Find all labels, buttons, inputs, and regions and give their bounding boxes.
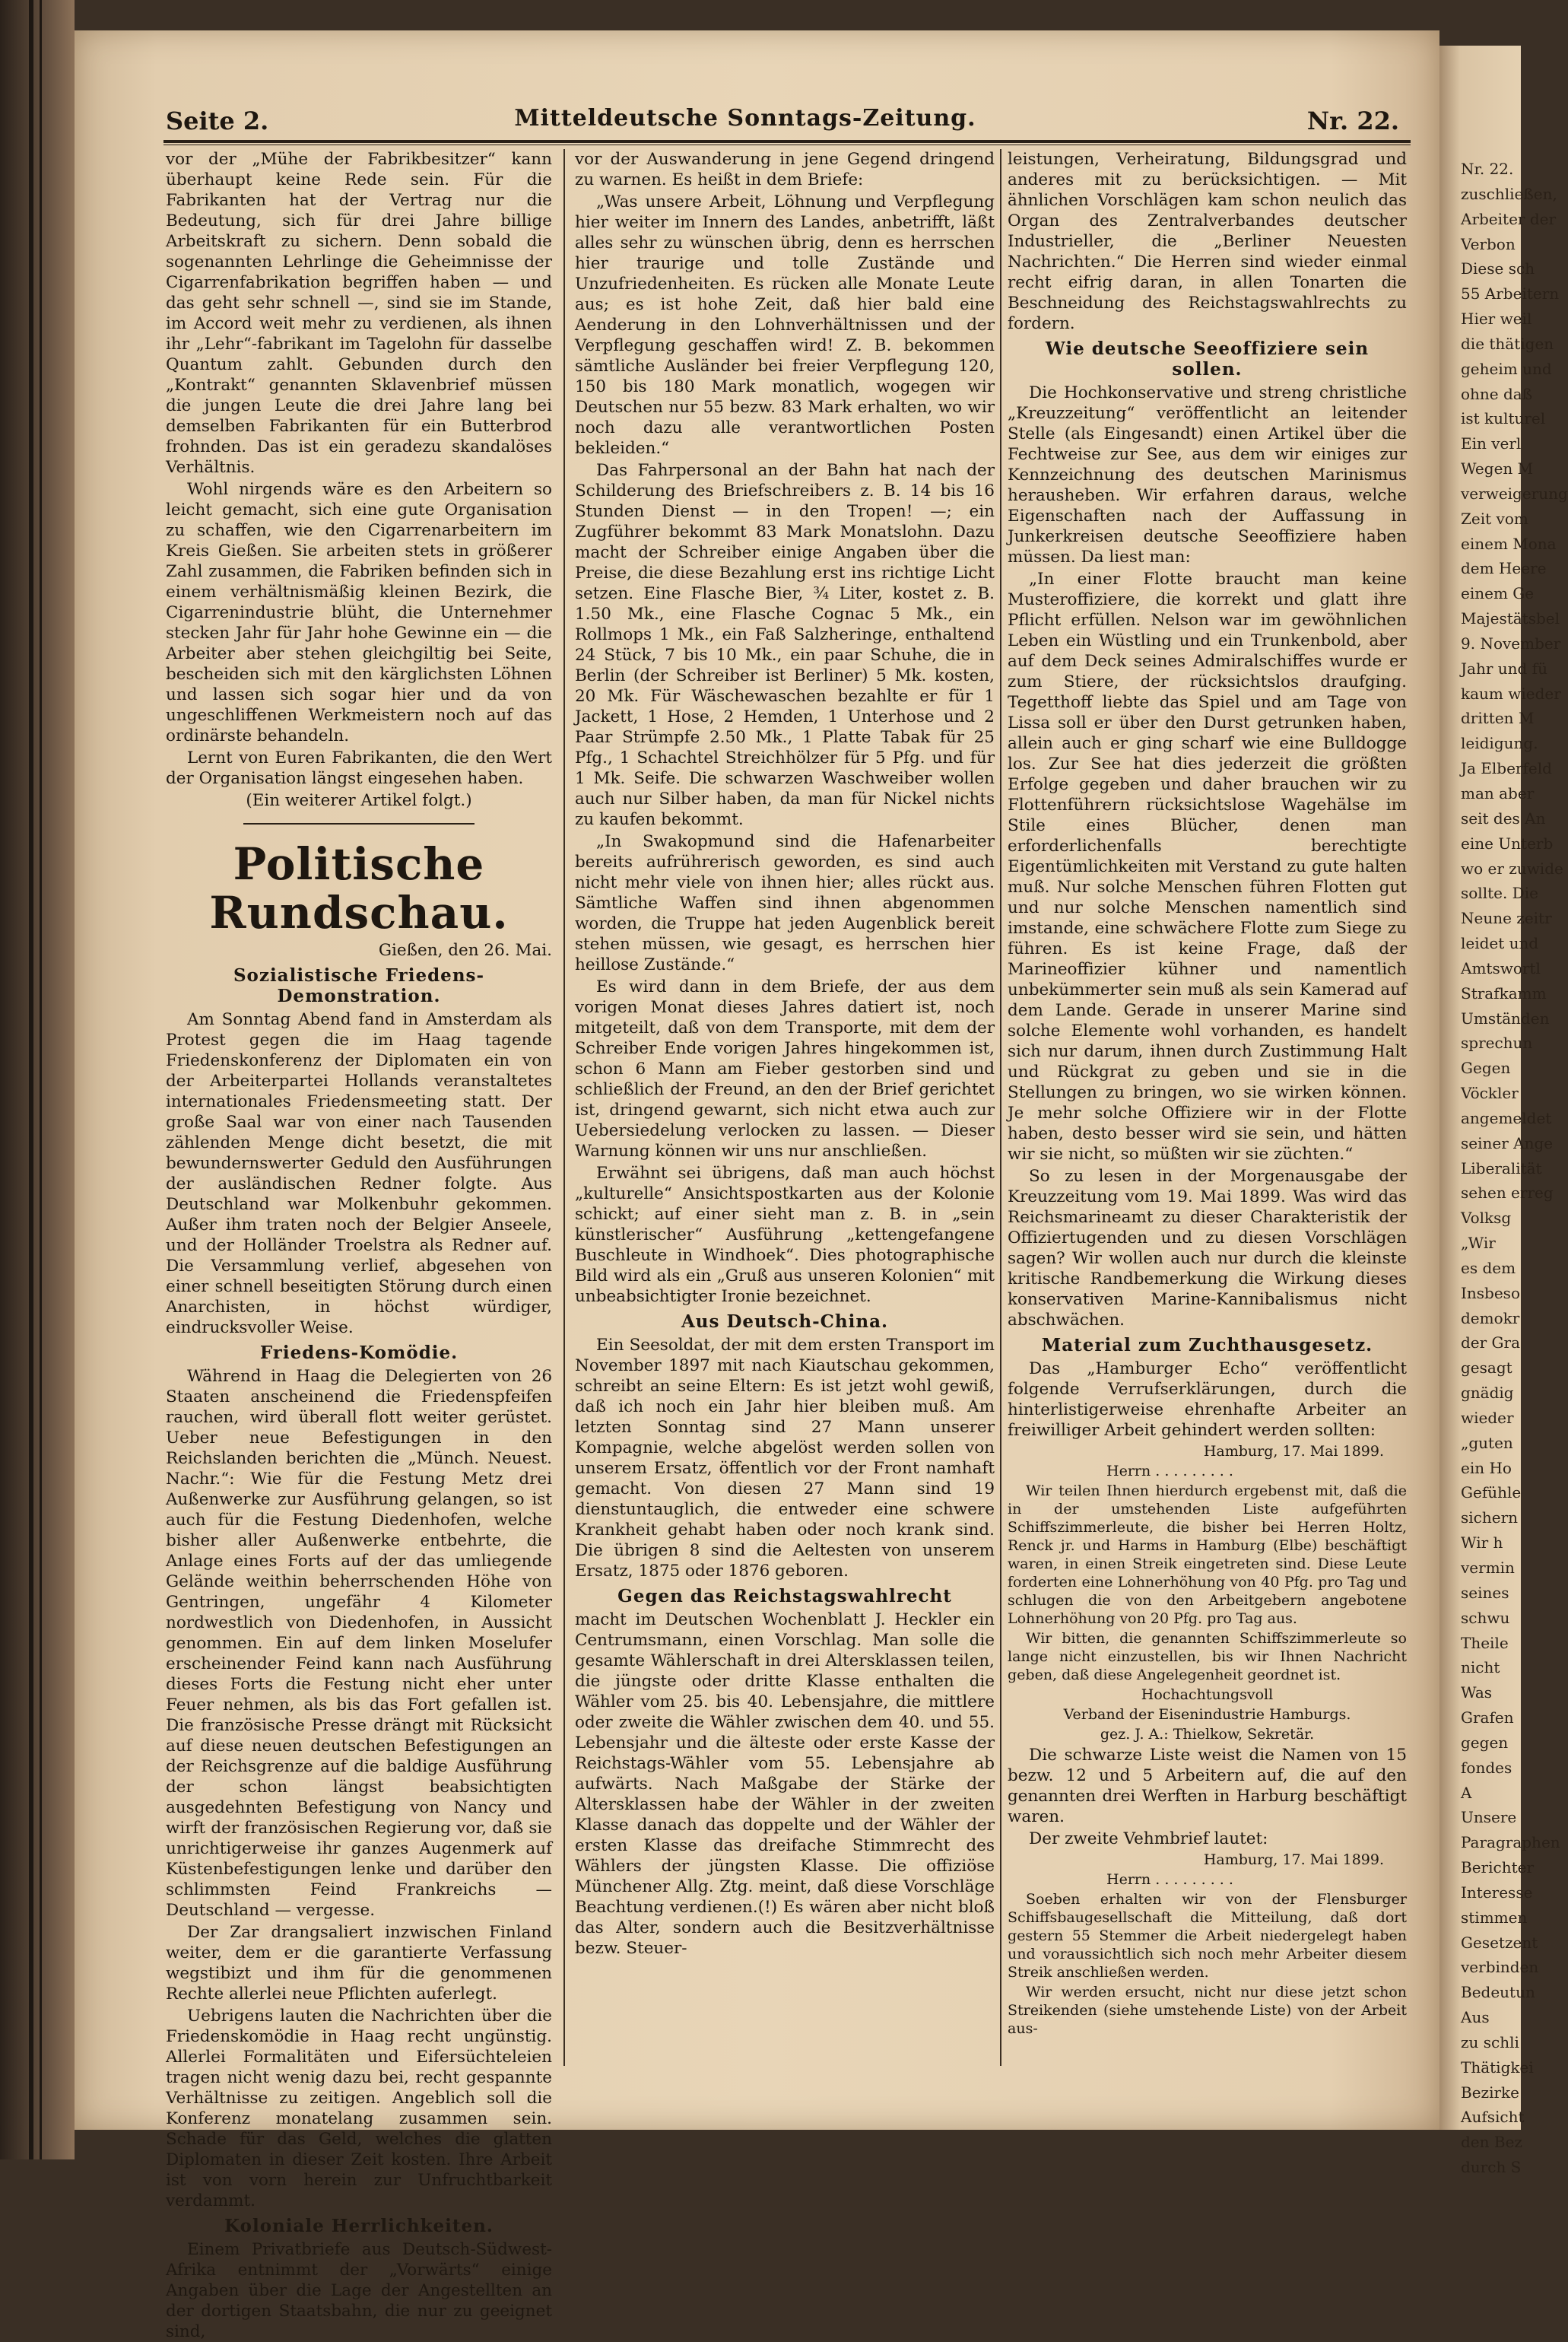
adjacent-page-text: Neune zeitr xyxy=(1461,909,1552,928)
letter-salutation: Herrn . . . . . . . . . xyxy=(1106,1463,1233,1479)
adjacent-page-text: man aber xyxy=(1461,783,1535,802)
article-paragraph: „Was unsere Arbeit, Löhnung und Verpflegung hier weiter im Innern des Landes, anbetrifft, läßt alles sehr zu wünschen übrig, denn es herrschen hier traurige und tolle Zustände und Unzufriedenheiten. Es rücken alle Monate Leute aus; es ist hohe Zeit, daß hier bald eine Aenderung in den Lohnverhältnissen und der Verpflegung geschaffen wird! Z. B. bekommen sämtliche Ausländer bei freier Verpflegung 120, 150 bis 180 Mark monatlich, wogegen wir Deutschen nur 55 bezw. 83 Mark erhalten, wo wir noch dazu alle verantwortlichen Posten bekleiden.“ xyxy=(575,192,995,458)
letter-paragraph: Wir werden ersucht, nicht nur diese jetzt schon Streikenden (siehe umstehende Liste) von der Arbeit aus- xyxy=(1008,1984,1407,2037)
adjacent-page-text: gnädig xyxy=(1461,1384,1514,1403)
adjacent-page-text: verbinden xyxy=(1461,1958,1539,1977)
adjacent-page-text: wo er zuwide xyxy=(1461,859,1563,878)
adjacent-page-text: Wir h xyxy=(1461,1533,1503,1552)
adjacent-page-text: Diese sch xyxy=(1461,259,1535,278)
adjacent-page-text: Jahr und fü xyxy=(1461,659,1547,678)
section-rule xyxy=(243,823,475,825)
letter-salutation: Herrn . . . . . . . . . xyxy=(1106,1871,1233,1888)
adjacent-page-text: ohne daß xyxy=(1461,384,1533,403)
adjacent-page-text: Grafen xyxy=(1461,1708,1514,1727)
article-paragraph: leistungen, Verheiratung, Bildungsgrad und anderes mit zu berücksichtigen. — Mit ähnlichen Vorschlägen kam schon neulich das Organ des Zentralverbandes deutscher Industrieller, die „Berliner Neuesten Nachrichten.“ Die Herren sind wieder einmal recht eifrig daran, in allen Tonarten die Beschneidung des Reichstagswahlrechts zu fordern. xyxy=(1008,150,1407,333)
article-paragraph: Wohl nirgends wäre es den Arbeitern so leicht gemacht, sich eine gute Organisation zu schaffen, wie den Cigarrenarbeitern im Kreis Gießen. Sie arbeiten stets in größerer Zahl zusammen, die Fabriken befinden sich in einem verhältnismäßig kleinen Bezirk, die Cigarrenindustrie blüht, die Unternehmer stecken Jahr für Jahr hohe Gewinne ein — die Arbeiter aber stehen gleichgiltig bei Seite, bescheiden sich mit den kärglichsten Löhnen und lassen sich sogar hier und da von ungeschliffenen Werkmeistern noch auf das ordinärste behandeln. xyxy=(166,480,552,745)
section-title: Politische Rundschau. xyxy=(209,838,509,939)
adjacent-page-text: die thätigen xyxy=(1461,334,1554,353)
adjacent-page-text: leidigung. xyxy=(1461,734,1538,753)
article-heading: Material zum Zuchthausgesetz. xyxy=(1041,1335,1373,1355)
adjacent-page-text: Berichter xyxy=(1461,1858,1535,1877)
adjacent-page-text: einem Ge xyxy=(1461,584,1535,603)
adjacent-page-text: verweigerung xyxy=(1461,484,1568,503)
adjacent-page-text: Zeit vom xyxy=(1461,509,1528,528)
adjacent-page-text: wieder xyxy=(1461,1408,1514,1427)
adjacent-page-text: Bedeutun xyxy=(1461,1983,1535,2002)
article-heading: Wie deutsche Seeoffiziere sein sollen. xyxy=(1045,338,1370,380)
letter-paragraph: Soeben erhalten wir von der Flensburger Schiffsbaugesellschaft die Mitteilung, daß dort gestern 55 Stemmer die Arbeit niedergelegt haben und voraussichtlich sich noch mehr Arbeiter diesem Streik anschließen werden. xyxy=(1008,1891,1407,1981)
adjacent-page-text: Thätigkei xyxy=(1461,2058,1534,2077)
adjacent-page-edge xyxy=(1439,46,1568,2177)
page-label: Seite 2. xyxy=(166,106,269,135)
letter-signature: gez. J. A.: Thielkow, Sekretär. xyxy=(1100,1726,1315,1743)
adjacent-page-text: 9. November xyxy=(1461,634,1561,653)
adjacent-page-text: „guten xyxy=(1461,1433,1513,1452)
adjacent-page-text: gegen xyxy=(1461,1733,1509,1752)
dateline: Gießen, den 26. Mai. xyxy=(378,941,552,960)
adjacent-page-text: Ja Elberfeld xyxy=(1461,759,1552,778)
column-divider xyxy=(563,149,565,2066)
adjacent-page-text: zu schli xyxy=(1461,2032,1519,2051)
article-heading: Friedens-Komödie. xyxy=(259,1343,459,1363)
article-paragraph: vor der „Mühe der Fabrikbesitzer“ kann überhaupt keine Rede sein. Für die Fabrikanten hat der Vertrag nur die Bedeutung, sich für drei Jahre billige Arbeitskraft zu sichern. Denn sobald die sogenannten Lehrlinge die Geheimnisse der Cigarrenfabrikation begriffen haben — und das geht sehr schnell —, sind sie im Stande, im Accord weit mehr zu verdienen, als ihnen ihr „Lehr“-fabrikant im Tagelohn für dasselbe Quantum zahlt. Gebunden durch den „Kontrakt“ genannten Sklavenbrief müssen die jungen Leute die drei Jahre lang bei demselben Fabrikanten für ein Butterbrod frohnden. Das ist ein geradezu skandalöses Verhältnis. xyxy=(166,150,552,477)
article-paragraph: „In einer Flotte braucht man keine Musteroffiziere, die korrekt und glatt ihre Pflicht erfüllen. Nelson war im gewöhnlichen Leben ein Wüstling und ein Trunkenbold, aber auf dem Deck seines Admiralschiffes wurde er zum Stiere, der rücksichtslos draufging. Tegetthoff liebte das Spiel und am Tage von Lissa soll er über den Durst getrunken haben, allein auch er ging scharf wie eine Bulldogge los. Zur See hat dies jederzeit die größten Erfolge gegeben und daher brauchen wir zu Flottenführern rücksichtslose Wagehälse im Stile eines Blücher, denen man erforderlichenfalls berechtigte Eigentümlichkeiten mit Verstand zu gute halten muß. Nur solche Menschen führen Flotten gut und nur solche Menschen namentlich sind imstande, eine schwächere Flotte zum Siege zu führen. Es ist keine Frage, daß der Marineoffizier kühner und namentlich unbekümmerter sein muß als sein Kamerad auf dem Lande. Gerade in unserer Marine sind solche Elemente wohl vorhanden, es handelt sich nur darum, ihnen durch Zustimmung Halt und Rückgrat zu geben und sie in die Stellungen zu bringen, wo sie wirken können. Je mehr solche Offiziere wir in der Flotte haben, desto besser wird sie sein, und hätten wir sie nicht, so müßten wir sie züchten.“ xyxy=(1008,570,1407,1164)
adjacent-page-text: sehen erreg xyxy=(1461,1184,1554,1203)
article-paragraph: Erwähnt sei übrigens, daß man auch höchst „kulturelle“ Ansichtspostkarten aus der Kolonie schickt; auf einer sieht man z. B. in „sein künstlerischer“ Ausführung „kettengefangene Buschleute in Windhoek“. Dies photographische Bild wird als ein „Gruß aus unseren Kolonien“ mit unbeabsichtigter Ironie bezeichnet. xyxy=(575,1164,995,1306)
adjacent-page-text: demokr xyxy=(1461,1308,1520,1327)
adjacent-page-text: Amtswortl xyxy=(1461,958,1541,977)
adjacent-page-text: seines xyxy=(1461,1583,1509,1602)
article-paragraph: Der zweite Vehmbrief lautet: xyxy=(1029,1829,1268,1848)
article-paragraph: Einem Privatbriefe aus Deutsch-Südwest-Afrika entnimmt der „Vorwärts“ einige Angaben über die Lage der Angestellten an der dortigen Staatsbahn, die nur zu geeignet sind, xyxy=(166,2240,552,2341)
adjacent-page-text: eine Unterb xyxy=(1461,834,1554,853)
adjacent-page-text: nicht xyxy=(1461,1658,1500,1677)
adjacent-page-text: leidet und xyxy=(1461,934,1539,953)
adjacent-page-text: ist kulturel xyxy=(1461,409,1546,428)
article-paragraph: Lernt von Euren Fabrikanten, die den Wert der Organisation längst eingesehen haben. xyxy=(166,748,552,788)
adjacent-page-text: schwu xyxy=(1461,1608,1510,1627)
adjacent-page-text: Hier weil xyxy=(1461,310,1532,329)
adjacent-page-text: kaum wieder xyxy=(1461,684,1561,703)
book-binding xyxy=(0,0,75,2159)
article-paragraph: Während in Haag die Delegierten von 26 Staaten anscheinend die Friedenspfeifen rauchen, wird überall flott weiter gerüstet. Ueber neue Befestigungen in den Reichslanden berichten die „Münch. Neuest. Nachr.“: Wie für die Festung Metz drei Außenwerke zur Ausführung gelangen, so ist auch für die Festung Diedenhofen, welche bisher aller Außenwerke entbehrte, die Anlage eines Forts auf der das umliegende Gelände weithin beherrschenden Höhe von Gentringen, ungefähr 4 Kilometer nordwestlich von Diedenhofen, in Aussicht genommen. Ein auf dem linken Moselufer erscheinender Feind kann nach Ausführung dieses Forts die Festung nicht eher unter Feuer nehmen, als bis das Fort gefallen ist. Die französische Presse drängt mit Rücksicht auf diese neuen deutschen Befestigungen an der Reichsgrenze auf die baldige Ausführung der schon längst beabsichtigten ausgedehnten Befestigung von Nancy und wirft der französischen Regierung vor, daß sie unrichtigerweise ihr ganzes Augenmerk auf Küstenbefestigungen lenke und darüber den schlimmsten Feind Frankreichs — Deutschland — vergesse. xyxy=(166,1367,552,1920)
adjacent-page-text: Volksg xyxy=(1461,1209,1512,1228)
adjacent-page-text: Wegen M xyxy=(1461,459,1534,478)
letter-closing: Hochachtungsvoll xyxy=(1141,1686,1274,1703)
article-paragraph: Ein Seesoldat, der mit dem ersten Transport im November 1897 mit nach Kiautschau gekommen, schreibt an seine Eltern: Es ist jetzt wohl gewiß, daß ich noch ein Jahr hier bleiben muß. Am letzten Sonntag sind 27 Mann unserer Kompagnie, welche abgelöst werden sollen von unserem Ersatz, öffentlich vor der Front namhaft gemacht. Von diesen 27 Mann sind 19 dienstuntauglich, die entweder eine schwere Krankheit gehabt haben oder noch krank sind. Die übrigen 8 sind die Aeltesten von unserem Ersatz, 1875 oder 1876 geboren. xyxy=(575,1336,995,1581)
article-heading: Koloniale Herrlichkeiten. xyxy=(224,2216,494,2236)
article-paragraph: Das „Hamburger Echo“ veröffentlicht folgende Verrufserklärungen, durch die hinterlistigerweise ehrenhafte Arbeiter an freiwilliger Arbeit gehindert werden sollten: xyxy=(1008,1359,1407,1440)
letter-organization: Verband der Eisenindustrie Hamburgs. xyxy=(1063,1706,1351,1723)
article-paragraph: Es wird dann in dem Briefe, der aus dem vorigen Monat dieses Jahres datiert ist, noch mitgeteilt, daß von dem Transporte, mit dem der Schreiber Ende vorigen Jahres hingekommen ist, schon 6 Mann am Fieber gestorben sind und schließlich der Freund, an den der Brief gerichtet ist, dringend gewarnt, sich nicht etwa auch zur Uebersiedelung verlocken zu lassen. — Dieser Warnung können wir uns nur anschließen. xyxy=(575,977,995,1161)
adjacent-page-text: stimmen xyxy=(1461,1908,1528,1927)
adjacent-page-text: Gefühle xyxy=(1461,1483,1522,1502)
article-paragraph: Uebrigens lauten die Nachrichten über die Friedenskomödie in Haag recht ungünstig. Allerlei Formalitäten und Eifersüchteleien tragen nicht wenig dazu bei, recht gespannte Verhältnisse zu zeitigen. Angeblich soll die Konferenz monatelang zusammen sein. Schade für das Geld, welches die glatten Diplomaten in dieser Zeit kosten. Ihre Arbeit ist von vorn herein zur Unfruchtbarkeit verdammt. xyxy=(166,2007,552,2210)
adjacent-page-text: Aufsicht xyxy=(1461,2108,1525,2127)
article-paragraph: Das Fahrpersonal an der Bahn hat nach der Schilderung des Briefschreibers z. B. 14 bis 16 Stunden Dienst — in den Tropen! —; ein Zugführer bekommt 83 Mark Monatslohn. Dazu macht der Schreiber einige Angaben über die Preise, die diese Bezahlung erst ins richtige Licht setzen. Eine Flasche Bier, ¾ Liter, kostet z. B. 1.50 Mk., eine Flasche Cognac 5 Mk., ein Rollmops 1 Mk., ein Faß Salzheringe, enthaltend 24 Stück, 7 bis 10 Mk., ein paar Schuhe, die in Berlin (der Schreiber ist Berliner) 5 Mk. kosten, 20 Mk. Für Wäschewaschen bezahlte er für 1 Jackett, 1 Hose, 2 Hemden, 1 Unterhose und 2 Paar Strümpfe 2.50 Mk., 1 Platte Tabak für 25 Pfg., 1 Schachtel Streichhölzer für 5 Pfg. und für 1 Mk. Seife. Die schwarzen Waschweiber wollen auch nur Silber haben, da man für Nickel nichts zu kaufen bekommt. xyxy=(575,461,995,829)
article-paragraph: Der Zar drangsaliert inzwischen Finland weiter, dem er die garantierte Verfassung wegstibizt und ihm für die genommenen Rechte allerlei neue Pflichten auferlegt. xyxy=(166,1923,552,2004)
letter-date: Hamburg, 17. Mai 1899. xyxy=(1203,1851,1384,1868)
adjacent-page-text: gesagt xyxy=(1461,1358,1512,1378)
adjacent-page-text: Unsere xyxy=(1461,1808,1517,1827)
adjacent-page-text: Theile xyxy=(1461,1633,1509,1652)
column-divider xyxy=(1000,149,1001,2066)
letter-paragraph: Wir teilen Ihnen hierdurch ergebenst mit, daß die in der umstehenden Liste aufgeführten Schiffszimmerleute, die bisher bei Herren Holtz, Renck jr. und Harms in Hamburg (Elbe) beschäftigt waren, in einen Streik eingetreten sind. Diese Leute forderten eine Lohnerhöhung von 40 Pfg. pro Tag und schlugen die von den Arbeitgebern angebotene Lohnerhöhung von 20 Pfg. pro Tag aus. xyxy=(1008,1482,1407,1627)
adjacent-page-text: Verbon xyxy=(1461,234,1516,253)
letter-date: Hamburg, 17. Mai 1899. xyxy=(1203,1443,1384,1460)
adjacent-page-text: einem Mona xyxy=(1461,534,1557,553)
adjacent-page-text: Interesse xyxy=(1461,1883,1533,1902)
adjacent-page-text: sollte. Die xyxy=(1461,884,1538,903)
adjacent-page-text: Insbeso xyxy=(1461,1283,1520,1302)
article-paragraph: Am Sonntag Abend fand in Amsterdam als Protest gegen die im Haag tagende Friedenskonferenz der Diplomaten ein von der Arbeiterpartei Hollands veranstaltetes internationales Friedensmeeting statt. Der große Saal war von einer nach Tausenden zählenden Menge dicht besetzt, die mit bewundernswerter Geduld den Ausführungen der ausländischen Redner folgte. Aus Deutschland war Molkenbuhr gekommen. Außer ihm traten noch der Belgier Anseele, und der Holländer Troelstra als Redner auf. Die Versammlung verlief, abgesehen von einer schnell beseitigten Störung durch einen Anarchisten, in höchst würdiger, eindrucksvoller Weise. xyxy=(166,1010,552,1337)
adjacent-page-text: Was xyxy=(1461,1683,1493,1702)
issue-number: Nr. 22. xyxy=(1306,106,1399,135)
adjacent-page-text: Bezirke xyxy=(1461,2083,1519,2102)
adjacent-page-text: 55 Arbeitern xyxy=(1461,284,1560,303)
adjacent-page-text: ein Ho xyxy=(1461,1458,1512,1477)
newspaper-title: Mitteldeutsche Sonntags-Zeitung. xyxy=(514,105,976,132)
adjacent-page-text: Gegen xyxy=(1461,1059,1511,1078)
adjacent-page-text: seit des An xyxy=(1461,809,1546,828)
adjacent-page-text: dem Heere xyxy=(1461,559,1547,578)
column-1 xyxy=(166,149,552,2341)
article-paragraph: Die Hochkonservative und streng christliche „Kreuzzeitung“ veröffentlicht an leitender Stelle (als Eingesandt) einen Artikel über die Fechtweise zur See, aus dem wir einiges zur Kennzeichnung des deutschen Marinismus herausheben. Wir erfahren daraus, welche Eigenschaften nach der Auffassung in Junkerkreisen deutsche Seeoffiziere haben müssen. Da liest man: xyxy=(1008,383,1407,567)
adjacent-page-text: Arbeiter der xyxy=(1461,209,1557,228)
adjacent-page-text: der Gra xyxy=(1461,1333,1521,1352)
adjacent-page-text: fondes xyxy=(1461,1758,1512,1777)
adjacent-page-text: Umständen xyxy=(1461,1009,1550,1028)
letter-paragraph: Wir bitten, die genannten Schiffszimmerleute so lange nicht einzustellen, bis wir Ihnen Nachricht geben, daß diese Angelegenheit geordnet ist. xyxy=(1008,1630,1407,1683)
adjacent-page-text: vermin xyxy=(1461,1559,1515,1577)
article-heading: Sozialistische Friedens-Demonstration. xyxy=(233,965,485,1006)
quoted-letter-2 xyxy=(1008,1851,1407,2038)
article-paragraph: So zu lesen in der Morgenausgabe der Kreuzzeitung vom 19. Mai 1899. Was wird das Reichsmarineamt zu dieser Charakteristik der Offiziertugenden und zu diesen Vorschlägen sagen? Wir wollen auch nur durch die kleinste kritische Randbemerkung die Wirkung dieses konservativen Marine-Kannibalismus nicht abschwächen. xyxy=(1008,1167,1407,1330)
adjacent-page-text: A xyxy=(1461,1783,1472,1802)
adjacent-page-text: seiner Ange xyxy=(1461,1133,1554,1152)
adjacent-page-text: dritten M xyxy=(1461,709,1535,728)
article-heading: Aus Deutsch-China. xyxy=(681,1311,889,1332)
adjacent-page-text: angemeldet xyxy=(1461,1108,1552,1127)
adjacent-page-text: Strafkamm xyxy=(1461,984,1547,1003)
article-paragraph: Die schwarze Liste weist die Namen von 15 bezw. 12 und 5 Arbeitern auf, die auf den genannten drei Werften in Harburg beschäftigt waren. xyxy=(1008,1746,1407,1826)
column-2 xyxy=(575,149,995,2096)
adjacent-page-text: Aus xyxy=(1461,2008,1490,2027)
adjacent-page-text: zuschließen, xyxy=(1461,184,1557,203)
adjacent-page-text: den Bez xyxy=(1461,2133,1522,2152)
adjacent-page-text: sprechun xyxy=(1461,1034,1533,1053)
adjacent-page-text: geheim und xyxy=(1461,359,1552,378)
adjacent-page-text: Nr. 22. xyxy=(1461,160,1514,178)
adjacent-page-text: es dem xyxy=(1461,1258,1516,1277)
column-3 xyxy=(1008,149,1407,2096)
adjacent-page-text: Majestätsbel xyxy=(1461,609,1560,628)
adjacent-page-text: Gesetzent xyxy=(1461,1933,1538,1952)
continuation-note: (Ein weiterer Artikel folgt.) xyxy=(246,791,472,810)
adjacent-page-text: „Wir xyxy=(1461,1234,1496,1253)
adjacent-page-text: Paragraphen xyxy=(1461,1833,1560,1852)
article-paragraph: „In Swakopmund sind die Hafenarbeiter bereits aufrührerisch geworden, es sind auch nicht mehr viele von ihnen hier; alles rückt aus. Sämtliche Waffen sind ihnen abgenommen worden, die Truppe hat jeden Augenblick bereit stehen müssen, wie gesagt, es herrschen hier heillose Zustände.“ xyxy=(575,832,995,974)
header-rule xyxy=(163,140,1411,143)
adjacent-page-text: Liberalität xyxy=(1461,1158,1542,1177)
adjacent-page-text: Vöckler xyxy=(1461,1084,1519,1103)
adjacent-page-text: durch S xyxy=(1461,2158,1522,2177)
article-heading: Gegen das Reichstagswahlrecht xyxy=(617,1586,952,1606)
masthead xyxy=(91,76,1399,135)
article-paragraph: macht im Deutschen Wochenblatt J. Heckler ein Centrumsmann, einen Vorschlag. Man solle die gesamte Wählerschaft in drei Altersklassen teilen, die jüngste oder dritte Klasse enthalten die Wähler vom 25. bis 40. Lebensjahre, die mittlere oder zweite die Wähler zwischen dem 40. und 55. Lebensjahr und die älteste oder erste Kasse der Reichstags-Wähler vom 55. Lebensjahre ab aufwärts. Nach Maßgabe der Stärke der Altersklassen habe der Wähler in der zweiten Klasse danach das doppelte und der Wähler der ersten Klasse das dreifache Stimmrecht des Wählers der jüngsten Klasse. Die offiziöse Münchener Allg. Ztg. meint, daß diese Vorschläge Beachtung verdienen.(!) Es wären aber nicht bloß das Alter, sondern auch die Besitzverhältnisse bezw. Steuer- xyxy=(575,1610,995,1958)
article-paragraph: vor der Auswanderung in jene Gegend dringend zu warnen. Es heißt in dem Briefe: xyxy=(575,150,995,189)
quoted-letter-1 xyxy=(1008,1442,1407,1743)
adjacent-page-text: sichern xyxy=(1461,1508,1519,1527)
adjacent-page-text: Ein verl xyxy=(1461,434,1522,453)
